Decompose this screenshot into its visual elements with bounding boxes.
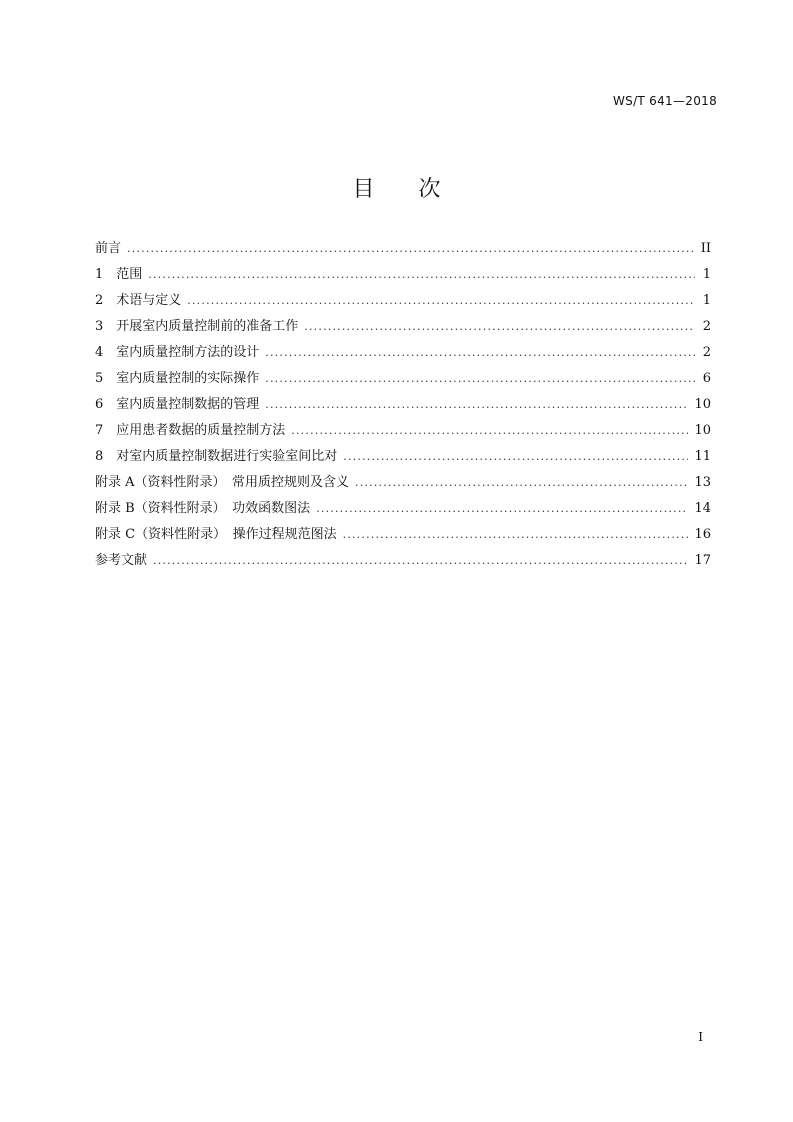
toc-entry-page: 14 bbox=[694, 501, 711, 516]
toc-entry-patient-data[interactable] bbox=[95, 418, 711, 444]
toc-entry-label: 1 范围 bbox=[95, 267, 143, 282]
toc-entry-foreword[interactable] bbox=[95, 236, 711, 262]
toc-entry-appendix-a[interactable] bbox=[95, 470, 711, 496]
toc-entry-page: II bbox=[700, 241, 711, 256]
toc-dot-leader bbox=[343, 444, 688, 470]
toc-entry-label: 3 开展室内质量控制前的准备工作 bbox=[95, 319, 299, 334]
toc-entry-page: 16 bbox=[694, 527, 711, 542]
toc-entry-page: 2 bbox=[702, 345, 711, 360]
toc-entry-page: 11 bbox=[694, 449, 711, 464]
toc-entry-page: 10 bbox=[694, 423, 711, 438]
toc-entry-page: 1 bbox=[702, 293, 711, 308]
toc-entry-references[interactable] bbox=[95, 548, 711, 574]
toc-entry-label: 附录 A（资料性附录） 常用质控规则及含义 bbox=[95, 475, 350, 490]
toc-entry-page: 13 bbox=[694, 475, 711, 490]
toc-entry-label: 参考文献 bbox=[95, 553, 148, 568]
page-number: I bbox=[698, 1030, 703, 1044]
toc-entry-label: 前言 bbox=[95, 241, 122, 256]
toc-entry-label: 附录 C（资料性附录） 操作过程规范图法 bbox=[95, 527, 337, 542]
toc-dot-leader bbox=[148, 262, 695, 288]
toc-entry-method-design[interactable] bbox=[95, 340, 711, 366]
toc-dot-leader bbox=[265, 340, 695, 366]
toc-entry-interlab-comparison[interactable] bbox=[95, 444, 711, 470]
toc-entry-operation[interactable] bbox=[95, 366, 711, 392]
toc-dot-leader bbox=[265, 366, 695, 392]
toc-dot-leader bbox=[291, 418, 688, 444]
toc-entry-label: 8 对室内质量控制数据进行实验室间比对 bbox=[95, 449, 338, 464]
toc-entry-page: 6 bbox=[702, 371, 711, 386]
toc-entry-preparation[interactable] bbox=[95, 314, 711, 340]
toc-dot-leader bbox=[343, 522, 689, 548]
toc-dot-leader bbox=[265, 392, 688, 418]
toc-dot-leader bbox=[316, 496, 688, 522]
toc-dot-leader bbox=[153, 548, 688, 574]
toc-entry-scope[interactable] bbox=[95, 262, 711, 288]
toc-entry-appendix-b[interactable] bbox=[95, 496, 711, 522]
toc-entry-page: 17 bbox=[694, 553, 711, 568]
toc-entry-appendix-c[interactable] bbox=[95, 522, 711, 548]
toc-entry-page: 2 bbox=[702, 319, 711, 334]
toc-entry-terms[interactable] bbox=[95, 288, 711, 314]
toc-entry-data-management[interactable] bbox=[95, 392, 711, 418]
toc-entry-label: 附录 B（资料性附录） 功效函数图法 bbox=[95, 501, 311, 516]
toc-dot-leader bbox=[127, 236, 695, 262]
toc-dot-leader bbox=[187, 288, 695, 314]
document-code: WS/T 641—2018 bbox=[612, 94, 717, 108]
toc-dot-leader bbox=[355, 470, 688, 496]
toc-entry-label: 6 室内质量控制数据的管理 bbox=[95, 397, 260, 412]
table-of-contents bbox=[95, 236, 711, 574]
page-title: 目 次 bbox=[352, 177, 441, 202]
toc-entry-page: 1 bbox=[702, 267, 711, 282]
toc-entry-page: 10 bbox=[694, 397, 711, 412]
toc-entry-label: 4 室内质量控制方法的设计 bbox=[95, 345, 260, 360]
toc-dot-leader bbox=[304, 314, 695, 340]
toc-entry-label: 2 术语与定义 bbox=[95, 293, 182, 308]
toc-entry-label: 7 应用患者数据的质量控制方法 bbox=[95, 423, 286, 438]
toc-entry-label: 5 室内质量控制的实际操作 bbox=[95, 371, 260, 386]
